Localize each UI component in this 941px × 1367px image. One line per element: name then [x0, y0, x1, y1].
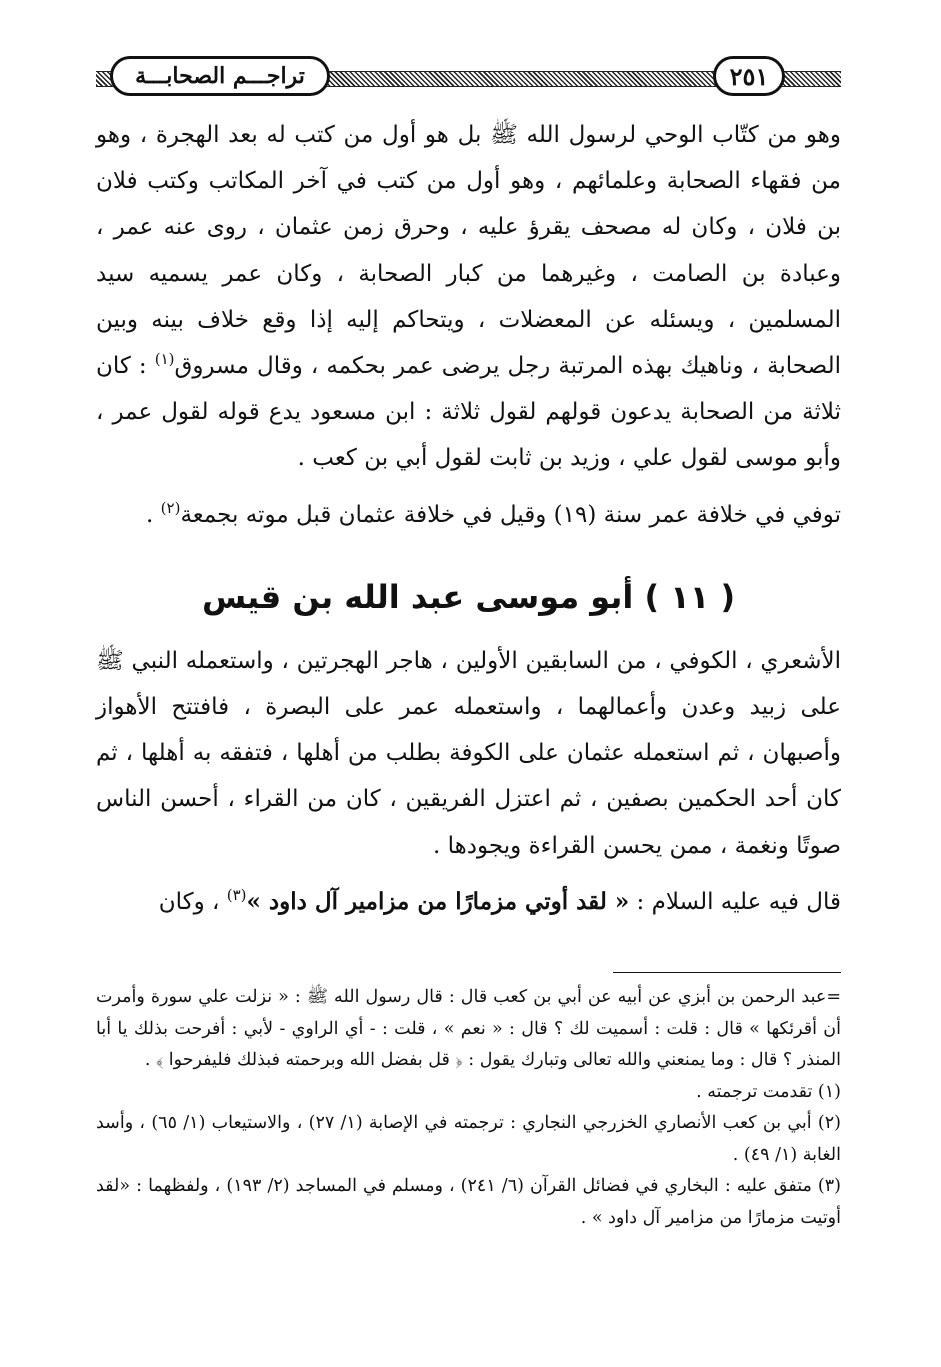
running-title: تراجـــم الصحابـــة	[110, 56, 330, 96]
page-number: ٢٥١	[713, 56, 785, 96]
section-heading-wrap	[96, 578, 841, 616]
death-note	[96, 492, 841, 538]
paragraph-text: كان ثلاثة من الصحابة يدعون قولهم لقول ثلاثة : ابن مسعود يدع قوله لقول عمر ، وأبو موسى لقول علي ، وزيد بن ثابت لقول أبي بن كعب .	[96, 353, 841, 472]
section-heading: ( ١١ ) أبو موسى عبد الله بن قيس	[201, 577, 736, 616]
paragraph-text: قال فيه عليه السلام :	[629, 888, 841, 915]
paragraph	[96, 112, 841, 482]
paragraph-text: وهو من كتّاب الوحي لرسول الله ﷺ بل هو أول من كتب له بعد الهجرة ، وهو من فقهاء الصحابة وعلمائهم ، وهو أول من كتب في آخر المكاتب وكتب فلان بن فلان ، وكان له مصحف يقرؤ عليه ، وحرق زمن عثمان ، روى عنه عمر ، وعبادة بن الصامت ، وغيرهما من كبار الصحابة ، وكان عمر يسميه سيد المسلمين ، ويسئله عن المعضلات ، ويتحاكم إليه إذا وقع خلاف بينه وبين الصحابة ، وناهيك بهذه المرتبة رجل يرضى عمر بحكمه ، وقال مسروق	[96, 122, 841, 380]
footnote-separator	[613, 972, 841, 973]
main-text	[96, 112, 841, 925]
footnote-3: (٣) متفق عليه : البخاري في فضائل القرآن (٦/ ٢٤١) ، ومسلم في المساجد (٢/ ١٩٣) ، ولفظهما : «لقد أوتيت مزمارًا من مزامير آل داود » .	[96, 1176, 841, 1228]
paragraph	[96, 879, 841, 925]
hadith-quote: « لقد أوتي مزمارًا من مزامير آل داود »	[246, 887, 630, 915]
footnotes	[96, 982, 841, 1234]
page-header	[96, 52, 841, 104]
footnote-ref: (٢)	[160, 498, 181, 517]
paragraph-text: ، وكان	[158, 888, 227, 915]
paragraph: الأشعري ، الكوفي ، من السابقين الأولين ، هاجر الهجرتين ، واستعمله النبي ﷺ على زبيد وعدن وأعمالهما ، واستعمله عمر على البصرة ، فافتتح الأهواز وأصبهان ، ثم استعمله عثمان على الكوفة بطلب من أهلها ، فتفقه به أهلها ، ثم كان أحد الحكمين بصفين ، ثم اعتزل الفريقين ، كان من القراء ، أحسن الناس صوتًا ونغمة ، ممن يحسن القراءة ويجودها .	[96, 647, 841, 859]
paragraph-text: توفي في خلافة عمر سنة (١٩) وقيل في خلافة عثمان قبل موته بجمعة	[180, 501, 841, 528]
punctuation: .	[146, 501, 161, 528]
footnote-ref: (٣)	[226, 885, 247, 904]
punctuation: :	[138, 353, 155, 380]
footnote-continued: =عبد الرحمن بن أبزي عن أبيه عن أبي بن كعب قال : قال رسول الله ﷺ : « نزلت علي سورة وأمرت أن أقرئكها » قال : قلت : أسميت لك ؟ قال : « نعم » ، قلت : - أي الراوي - لأبي : أفرحت بذلك يا أبا المنذر ؟ قال : وما يمنعني والله تعالى وتبارك يقول : ﴿ قل بفضل الله وبرحمته فبذلك فليفرحوا ﴾ .	[96, 987, 841, 1070]
footnote-ref: (١)	[154, 350, 175, 369]
footnote-2: (٢) أبي بن كعب الأنصاري الخزرجي النجاري : ترجمته في الإصابة (١/ ٢٧) ، والاستيعاب (١/ ٦٥) ، وأسد الغابة (١/ ٤٩) .	[96, 1113, 841, 1165]
footnote-1: (١) تقدمت ترجمته .	[696, 1081, 841, 1102]
